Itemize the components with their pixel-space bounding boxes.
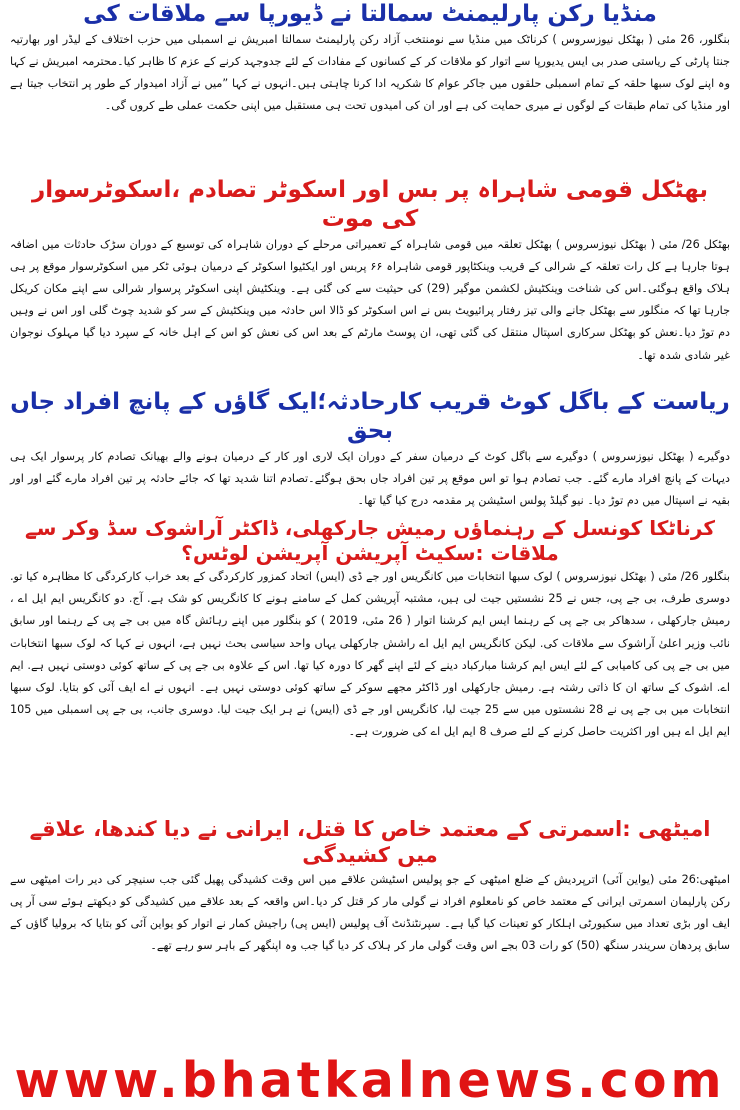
website-footer: www.bhatkalnews.com [14, 1052, 726, 1109]
article-bagalkot-accident [10, 388, 730, 512]
article-amethi [10, 816, 730, 957]
article-mandya-mp [10, 0, 730, 118]
article-karnataka-council [10, 516, 730, 744]
article-body: امیٹھی:26 مئی (یواین آئی) اترپردیش کے ضلع امیٹھی کے جو پولیس اسٹیشن علاقے میں اس وقت کشیدگی پھیل گئی جب سنیچر کی دیر رات امیٹھی سے رکن پارلیمان اسمرتی ایرانی کے معتمد خاص کو نامعلوم افراد نے گولی مار کر قتل کر دیا۔اس واقعہ کے بعد علاقے میں کشیدگی کو دیکھتے ہوئے سی آر پی ایف اور بڑی تعداد میں سکیورٹی اہلکار کو تعینات کیا گیا ہے۔ سپرنٹنڈنٹ آف پولیس (ایس پی) راجیش کمار نے اتوار کو یواین آئی کو بتایا کہ بروليا گاؤں کے سابق پردھان سریندر سنگھ (50) کو رات 03 بجے اس وقت گولی مار کر ہلاک کر دیا گیا جب وہ اپنگھر کے باہر سو رہے تھے۔ [10, 872, 730, 953]
article-headline: بھٹکل قومی شاہراہ پر بس اور اسکوٹر تصادم ،اسکوٹرسوار کی موت [31, 177, 709, 232]
article-body: بھٹکل 26/ مئی ( بھٹکل نیوزسروس ) بھٹکل تعلقہ میں قومی شاہراہ کے تعمیراتی مرحلے کے دوران شاہراہ کی توسیع کے دوران سڑک حادثات میں اضافہ ہوتا جارہا ہے کل رات تعلقہ کے شرالی کے قریب وینکٹاپور قومی شاہراہ ۶۶ پربس اور ایکٹیوا اسکوٹر کے درمیان ہوئی ٹکر میں اسکوٹرسوار موقع پر ہی ہلاک واقع ہوگئی۔اس کی شناخت وینکٹیش لکشمن موگیر (29) کی حیثیت سے کی گئی ہے۔ وینکٹیش اپنی اسکوٹر پرسوار شرالی سے اپنے مکان کریکل جارہا تھا کہ منگلور سے بھٹکل جانے والی تیز رفتار پرائیویٹ بس نے اس اسکوٹر کو ڈالا اس حادثہ میں وینکٹیش کے سر کو شدید چوٹ گلی اور اس نے وہیں دم توڑ دیا۔نعش کو بھٹکل سرکاری اسپتال منتقل کی گئی تھی، ان پوسٹ مارٹم کے بعد اس کی نعش کو اس کے اہل خانہ کے سپرد دیا گیا مہلوک نوجوان غیر شادی شدہ تھا۔ [10, 237, 731, 362]
article-headline: کرناٹکا کونسل کے رہنماؤں رمیش جارکھلی، ڈاکٹر آراشوک سڈ وکر سے ملاقات :سکیٹ آپریشن آپریشن لوٹس؟ [24, 516, 716, 565]
article-body: بنگلور، 26 مئی ( بھٹکل نیوزسروس ) کرناٹک میں منڈیا سے نومنتخب آزاد رکن پارلیمنٹ سمالتا امبریش نے اسمبلی میں حزب اختلاف کے لیڈر اور بھارتیہ جنتا پارٹی کے ریاستی صدر بی ایس یدیورپا سے اتوار کو ملاقات کر کے کسانوں کے مفادات کے لئے جدوجہد کرنے کے عزم کا ظاہر کیا۔محترمہ امبریش نے کہا وہ اپنے لوک سبھا حلقہ کے تمام اسمبلی حلقوں میں جاکر عوام کا شکریہ ادا کرنا چاہتی ہیں۔انہوں نے کہا ”میں نے آزاد امیدوار کے طور پر انتخاب جیتا ہے اور منڈیا کی تمام طبقات کے لوگوں نے میری حمایت کی ہے اور ان کی امیدوں تحت ہی مستقبل میں اپنی حکمت عملی طے کروں گی۔ [10, 32, 730, 113]
article-body: بنگلور 26/ مئی ( بھٹکل نیوزسروس ) لوک سبھا انتخابات میں کانگریس اور جے ڈی (ایس) اتحاد کمزور کارکردگی کے بعد خراب کارکردگی کا مظاہرہ کیا تو. دوسری طرف، بی جے پی، جس نے 25 نشستیں جیت لی ہیں، مشتبہ آپریشن کمل کے سامنے ہونے کا کانگریس کو شک ہے. آج. دو کانگریس ایم ایل اے ، رمیش جارکھلی ، سدھاکر بی جے پی کے رہنما ایس ایم کرشنا اتوار ( 26 مئی، 2019 ) کو بنگلور میں اپنے رہائش گاہ میں بی جے پی کے رہنما اور سابق نائب وزیر اعلیٰ آراشوک سے ملاقات کی. لیکن کانگریس ایم ایل اے راشش جارکھلی یہاں واحد سیاسی بحث نہیں ہے، انہوں نے کہا کہ لوک سبھا انتخابات میں بی جے پی کی کامیابی کے لئے ایس ایم کرشنا مبارکباد دینے کے لئے اپنے گھر کا دورہ کیا تھا. اس کے علاوہ بی جے پی کے ساتھ کوئی دوستی نہیں ہے. ایم اے. اشوک کے ساتھ ان کا ذاتی رشتہ ہے. رمیش جارکھلی اور ڈاکٹر مجھے سوکر کے ساتھ کوئی دوستی نہیں ہے۔ انہوں نے اے ایف آئی کو بتایا. لوک سبھا انتخابات میں بی جے پی نے 28 نشستوں میں سے 25 جیت لیا، کانگریس اور جے ڈی (ایس) نے ہر ایک جیت لیا. دوسری جانب، بی جے پی اسمبلی میں 105 ایم ایل اے ہیں اور اکثریت حاصل کرنے کے لئے صرف 8 ایم ایل اے کی ضرورت ہے۔ [10, 570, 731, 739]
article-bhatkal-accident [10, 176, 730, 367]
article-headline: منڈیا رکن پارلیمنٹ سمالتا نے ڈیورپا سے ملاقات کی [83, 1, 657, 27]
article-headline: امیٹھی :اسمرتی کے معتمد خاص کا قتل، ایرانی نے دیا کندھا، علاقے میں کشیدگی [29, 817, 711, 868]
article-headline: ریاست کے باگل کوٹ قریب کارحادثہ؛ایک گاؤں کے پانچ افراد جاں بحق [10, 389, 730, 444]
article-body: دوگیرے ( بھٹکل نیوزسروس ) دوگیرے سے باگل کوٹ کے درمیان سفر کے دوران ایک لاری اور کار کے درمیان ہونے والے بھیانک تصادم کار پرسوار ایک ہی دیہات کے پانچ افراد مارے گئے۔ جب تصادم ہوا تو اس موقع پر تین افراد جاں بحق ہوگئے۔تصادم اتنا شدید تھا کہ جائے حادثہ پر تین افراد مارے گئے اور اور بقیہ نے اسپتال میں دم توڑ دیا۔ نیو گیلڈ پولس اسٹیشن پر مقدمہ درج کیا گیا تھا۔ [10, 449, 730, 507]
